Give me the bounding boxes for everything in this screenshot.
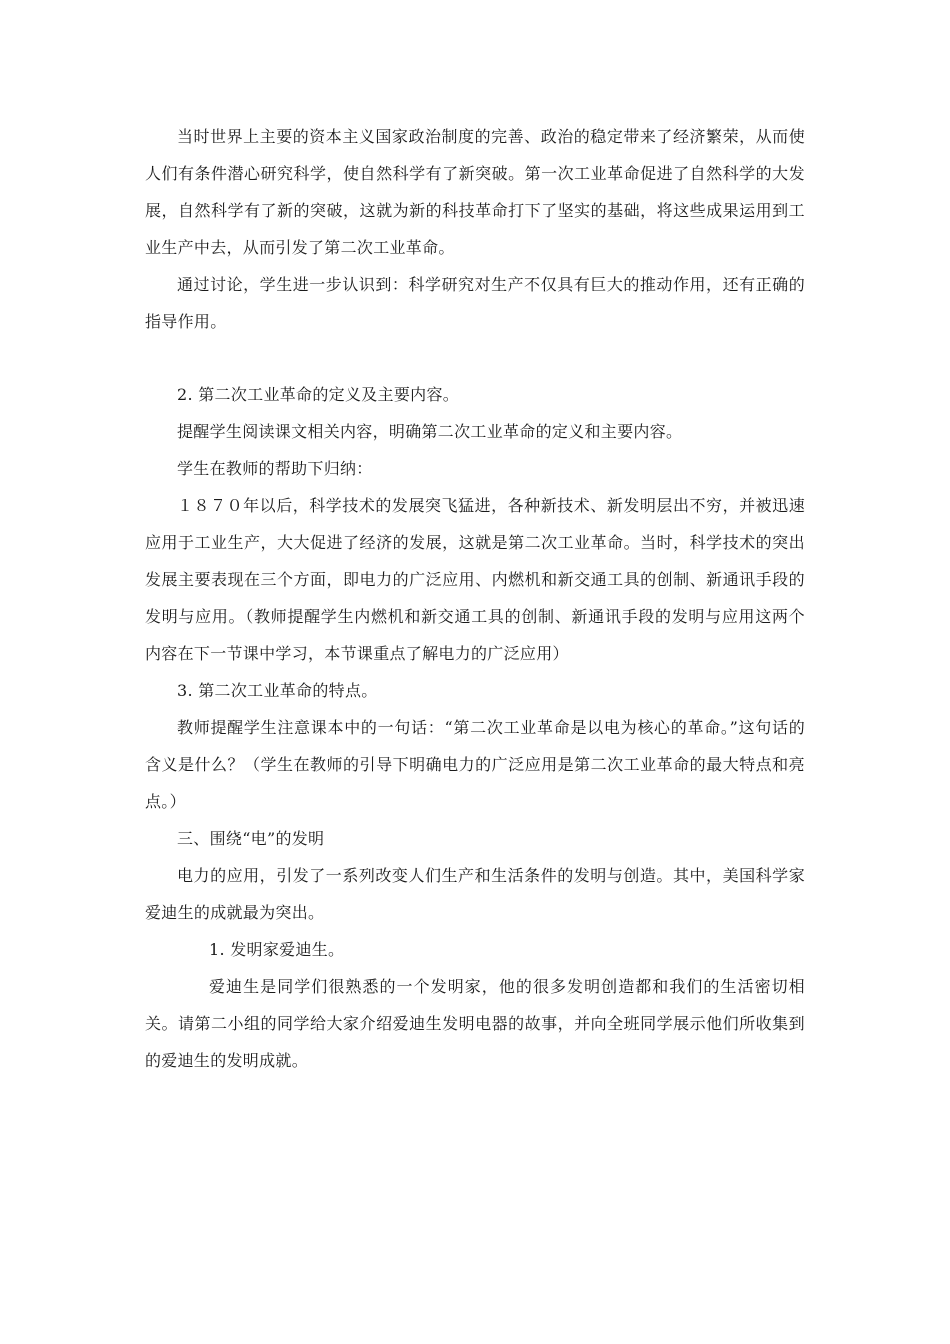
section-heading-features: 3. 第二次工业革命的特点。 [177, 681, 378, 700]
paragraph-edison: 爱迪生是同学们很熟悉的一个发明家，他的很多发明创造都和我们的生活密切相关。请第二小组的同学给大家介绍爱迪生发明电器的故事，并向全班同学展示他们所收集到的爱迪生的发明成就。 [145, 977, 805, 1070]
paragraph-1870: １８７０年以后，科学技术的发展突飞猛进，各种新技术、新发明层出不穷，并被迅速应用于工业生产，大大促进了经济的发展，这就是第二次工业革命。当时，科学技术的突出发展主要表现在三个方面，即电力的广泛应用、内燃机和新交通工具的创制、新通讯手段的发明与应用。（教师提醒学生内燃机和新交通工具的创制、新通讯手段的发明与应用这两个内容在下一节课中学习，本节课重点了解电力的广泛应用） [145, 496, 805, 663]
document-body [145, 118, 805, 1079]
paragraph-reminder: 提醒学生阅读课文相关内容，明确第二次工业革命的定义和主要内容。 [177, 422, 683, 441]
paragraph-core-electricity: 教师提醒学生注意课本中的一句话：“第二次工业革命是以电为核心的革命。”这句话的含义是什么？（学生在教师的引导下明确电力的广泛应用是第二次工业革命的最大特点和亮点。） [145, 718, 805, 811]
section-heading-definition: 2. 第二次工业革命的定义及主要内容。 [177, 385, 460, 404]
paragraph-background: 当时世界上主要的资本主义国家政治制度的完善、政治的稳定带来了经济繁荣，从而使人们有条件潜心研究科学，使自然科学有了新突破。第一次工业革命促进了自然科学的大发展，自然科学有了新的突破，这就为新的科技革命打下了坚实的基础，将这些成果运用到工业生产中去，从而引发了第二次工业革命。 [145, 127, 805, 257]
paragraph-discussion: 通过讨论，学生进一步认识到：科学研究对生产不仅具有巨大的推动作用，还有正确的指导作用。 [145, 275, 805, 331]
paragraph-summary-intro: 学生在教师的帮助下归纳： [177, 459, 373, 478]
subheading-edison: 1. 发明家爱迪生。 [209, 940, 345, 959]
paragraph-electricity-use: 电力的应用，引发了一系列改变人们生产和生活条件的发明与创造。其中，美国科学家爱迪生的成就最为突出。 [145, 866, 805, 922]
section-heading-inventions: 三、围绕“电”的发明 [177, 829, 325, 848]
